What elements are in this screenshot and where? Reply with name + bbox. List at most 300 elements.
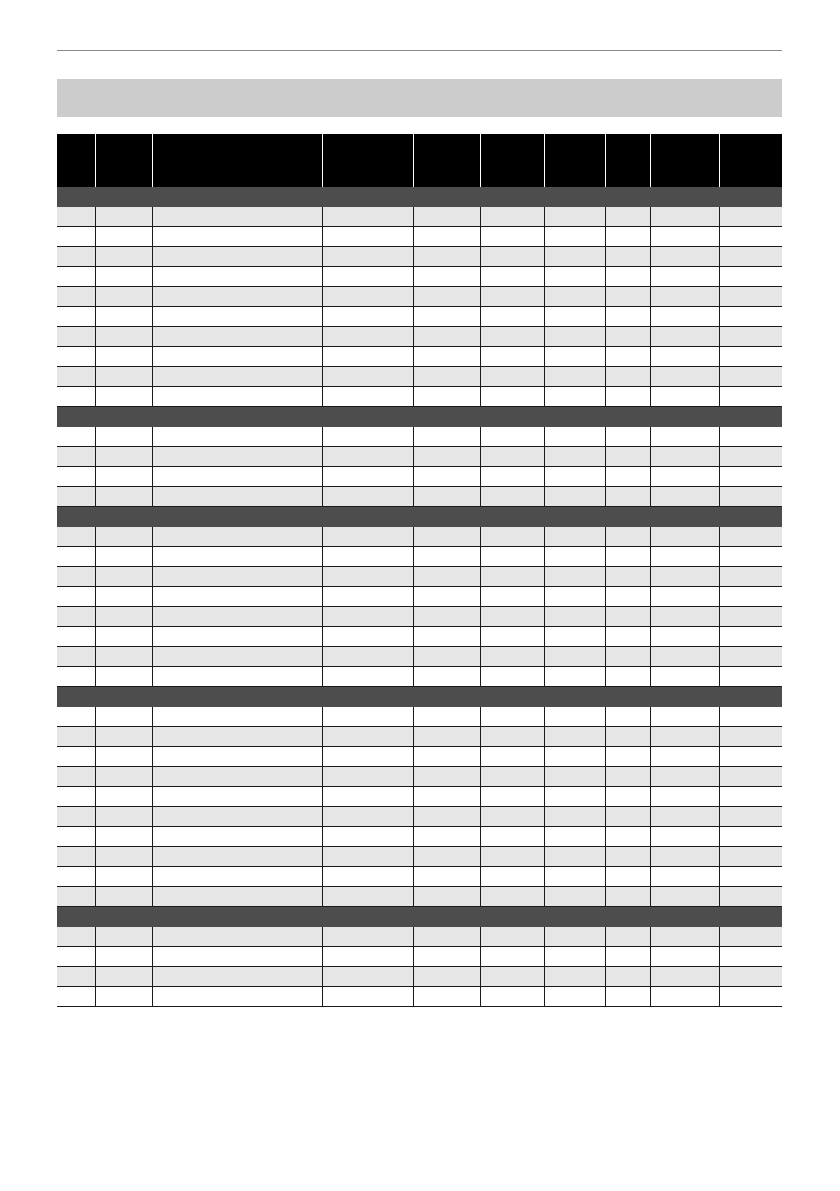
table-cell xyxy=(323,347,414,366)
table-row xyxy=(57,647,782,667)
table-cell xyxy=(606,267,651,286)
table-cell xyxy=(545,987,606,1006)
table-cell xyxy=(545,247,606,266)
table-cell xyxy=(720,527,782,546)
table-cell xyxy=(651,567,720,586)
table-cell xyxy=(153,287,323,306)
table-cell xyxy=(323,607,414,626)
column-header xyxy=(545,134,606,187)
table-cell xyxy=(153,727,323,746)
table-cell xyxy=(323,307,414,326)
table-cell xyxy=(606,727,651,746)
table-row xyxy=(57,567,782,587)
table-cell xyxy=(323,887,414,906)
table-cell xyxy=(57,947,96,966)
table-cell xyxy=(545,267,606,286)
table-cell xyxy=(481,227,545,246)
table-cell xyxy=(414,347,481,366)
table-cell xyxy=(545,467,606,486)
table-cell xyxy=(57,427,96,446)
table-cell xyxy=(57,587,96,606)
table-cell xyxy=(720,387,782,406)
table-cell xyxy=(323,467,414,486)
table-cell xyxy=(720,987,782,1006)
table-cell xyxy=(323,787,414,806)
table-cell xyxy=(545,607,606,626)
table-cell xyxy=(545,527,606,546)
table-cell xyxy=(545,367,606,386)
table-cell xyxy=(720,727,782,746)
table-cell xyxy=(545,327,606,346)
table-cell xyxy=(606,887,651,906)
table-cell xyxy=(606,967,651,986)
table-cell xyxy=(57,447,96,466)
table-cell xyxy=(153,827,323,846)
table-cell xyxy=(96,327,153,346)
table-cell xyxy=(481,547,545,566)
table-cell xyxy=(481,207,545,226)
table-cell xyxy=(606,327,651,346)
table-cell xyxy=(720,267,782,286)
table-cell xyxy=(606,227,651,246)
table-cell xyxy=(323,547,414,566)
table-cell xyxy=(153,567,323,586)
table-cell xyxy=(414,587,481,606)
table-row xyxy=(57,927,782,947)
table-cell xyxy=(57,367,96,386)
table-cell xyxy=(651,547,720,566)
table-cell xyxy=(414,947,481,966)
table-cell xyxy=(414,927,481,946)
table-cell xyxy=(414,827,481,846)
table-cell xyxy=(545,767,606,786)
table-cell xyxy=(545,967,606,986)
table-cell xyxy=(651,367,720,386)
table-cell xyxy=(323,827,414,846)
table-cell xyxy=(545,587,606,606)
table-cell xyxy=(720,707,782,726)
table-cell xyxy=(720,567,782,586)
table-cell xyxy=(414,787,481,806)
table-cell xyxy=(651,927,720,946)
table-cell xyxy=(323,427,414,446)
table-cell xyxy=(651,247,720,266)
table-cell xyxy=(153,427,323,446)
table-header xyxy=(57,134,782,187)
table-cell xyxy=(481,467,545,486)
table-cell xyxy=(323,367,414,386)
table-cell xyxy=(96,867,153,886)
table-cell xyxy=(414,247,481,266)
table-cell xyxy=(57,227,96,246)
table-cell xyxy=(720,347,782,366)
table-row xyxy=(57,427,782,447)
table-cell xyxy=(481,827,545,846)
table-cell xyxy=(606,247,651,266)
table-cell xyxy=(96,287,153,306)
table-cell xyxy=(153,747,323,766)
table-cell xyxy=(414,367,481,386)
table-cell xyxy=(57,627,96,646)
table-cell xyxy=(481,447,545,466)
table-cell xyxy=(153,947,323,966)
table-cell xyxy=(414,767,481,786)
table-cell xyxy=(57,847,96,866)
table-cell xyxy=(323,927,414,946)
table-row xyxy=(57,387,782,407)
table-cell xyxy=(153,307,323,326)
table-cell xyxy=(651,427,720,446)
table-cell xyxy=(606,707,651,726)
table-cell xyxy=(323,327,414,346)
table-cell xyxy=(96,667,153,686)
table-cell xyxy=(153,447,323,466)
table-cell xyxy=(720,367,782,386)
table-cell xyxy=(720,627,782,646)
table-cell xyxy=(481,347,545,366)
table-cell xyxy=(545,427,606,446)
table-cell xyxy=(545,547,606,566)
table-row xyxy=(57,827,782,847)
table-cell xyxy=(153,527,323,546)
table-cell xyxy=(414,807,481,826)
table-row xyxy=(57,367,782,387)
table-cell xyxy=(57,967,96,986)
table-cell xyxy=(414,527,481,546)
table-cell xyxy=(323,207,414,226)
table-cell xyxy=(57,267,96,286)
table-cell xyxy=(96,347,153,366)
table-cell xyxy=(153,667,323,686)
table-cell xyxy=(606,287,651,306)
table-cell xyxy=(720,887,782,906)
table-cell xyxy=(606,627,651,646)
table-cell xyxy=(323,967,414,986)
table-cell xyxy=(606,527,651,546)
table-row xyxy=(57,767,782,787)
table-cell xyxy=(96,307,153,326)
table-row xyxy=(57,667,782,687)
table-cell xyxy=(651,287,720,306)
table-cell xyxy=(651,327,720,346)
table-cell xyxy=(606,567,651,586)
table-cell xyxy=(481,927,545,946)
table-cell xyxy=(606,587,651,606)
table-cell xyxy=(57,867,96,886)
table-cell xyxy=(651,227,720,246)
table-cell xyxy=(720,787,782,806)
table-cell xyxy=(57,287,96,306)
table-cell xyxy=(545,447,606,466)
table-cell xyxy=(96,567,153,586)
table-cell xyxy=(57,927,96,946)
table-cell xyxy=(96,247,153,266)
table-cell xyxy=(414,707,481,726)
table-row xyxy=(57,447,782,467)
table-cell xyxy=(414,647,481,666)
table-cell xyxy=(414,847,481,866)
table-cell xyxy=(720,487,782,506)
table-cell xyxy=(606,307,651,326)
table-cell xyxy=(720,647,782,666)
table-row xyxy=(57,787,782,807)
table-row xyxy=(57,467,782,487)
table-cell xyxy=(57,607,96,626)
table-cell xyxy=(414,307,481,326)
table-cell xyxy=(606,927,651,946)
table-cell xyxy=(545,927,606,946)
table-cell xyxy=(414,207,481,226)
table-cell xyxy=(57,647,96,666)
table-cell xyxy=(96,387,153,406)
table-cell xyxy=(606,847,651,866)
table-cell xyxy=(153,867,323,886)
table-cell xyxy=(545,647,606,666)
table-cell xyxy=(606,427,651,446)
table-cell xyxy=(153,547,323,566)
table-cell xyxy=(153,467,323,486)
table-cell xyxy=(545,567,606,586)
table-cell xyxy=(606,487,651,506)
table-cell xyxy=(323,587,414,606)
table-cell xyxy=(481,427,545,446)
column-header xyxy=(481,134,545,187)
table-cell xyxy=(545,867,606,886)
table-cell xyxy=(651,767,720,786)
table-cell xyxy=(720,807,782,826)
table-cell xyxy=(545,807,606,826)
table-cell xyxy=(651,947,720,966)
table-cell xyxy=(720,967,782,986)
table-cell xyxy=(720,227,782,246)
table-cell xyxy=(323,667,414,686)
table-cell xyxy=(481,327,545,346)
table-cell xyxy=(651,527,720,546)
table-cell xyxy=(57,987,96,1006)
table-cell xyxy=(96,827,153,846)
table-cell xyxy=(57,487,96,506)
table-row xyxy=(57,967,782,987)
table-cell xyxy=(96,807,153,826)
table-cell xyxy=(323,387,414,406)
table-cell xyxy=(606,367,651,386)
data-table xyxy=(57,134,782,1007)
table-row xyxy=(57,227,782,247)
table-row xyxy=(57,327,782,347)
table-cell xyxy=(606,347,651,366)
table-cell xyxy=(606,447,651,466)
table-cell xyxy=(153,247,323,266)
table-row xyxy=(57,887,782,907)
table-cell xyxy=(651,807,720,826)
table-cell xyxy=(57,747,96,766)
table-cell xyxy=(96,767,153,786)
table-cell xyxy=(96,487,153,506)
table-cell xyxy=(545,667,606,686)
table-cell xyxy=(481,887,545,906)
column-header xyxy=(651,134,720,187)
table-cell xyxy=(545,947,606,966)
table-cell xyxy=(651,307,720,326)
table-cell xyxy=(414,747,481,766)
table-cell xyxy=(57,387,96,406)
table-cell xyxy=(153,647,323,666)
table-cell xyxy=(414,327,481,346)
table-cell xyxy=(153,487,323,506)
table-cell xyxy=(481,847,545,866)
table-cell xyxy=(651,787,720,806)
table-cell xyxy=(57,307,96,326)
table-cell xyxy=(651,987,720,1006)
table-row xyxy=(57,307,782,327)
table-cell xyxy=(651,667,720,686)
table-cell xyxy=(651,887,720,906)
table-row xyxy=(57,747,782,767)
table-cell xyxy=(481,267,545,286)
table-cell xyxy=(606,867,651,886)
table-cell xyxy=(153,587,323,606)
group-header xyxy=(57,687,782,707)
table-cell xyxy=(720,427,782,446)
table-row xyxy=(57,947,782,967)
table-cell xyxy=(606,467,651,486)
table-cell xyxy=(606,547,651,566)
table-cell xyxy=(96,527,153,546)
table-cell xyxy=(481,587,545,606)
table-cell xyxy=(153,347,323,366)
table-cell xyxy=(57,327,96,346)
table-cell xyxy=(481,487,545,506)
table-cell xyxy=(96,587,153,606)
table-cell xyxy=(414,727,481,746)
table-cell xyxy=(57,787,96,806)
table-cell xyxy=(606,767,651,786)
table-cell xyxy=(414,887,481,906)
table-body xyxy=(57,187,782,1007)
table-cell xyxy=(720,307,782,326)
table-cell xyxy=(414,427,481,446)
table-cell xyxy=(651,347,720,366)
table-cell xyxy=(323,747,414,766)
table-cell xyxy=(323,267,414,286)
table-cell xyxy=(323,527,414,546)
table-cell xyxy=(651,747,720,766)
table-cell xyxy=(57,247,96,266)
table-cell xyxy=(720,607,782,626)
table-cell xyxy=(414,607,481,626)
table-cell xyxy=(323,807,414,826)
table-row xyxy=(57,527,782,547)
table-cell xyxy=(481,867,545,886)
table-cell xyxy=(96,547,153,566)
table-row xyxy=(57,347,782,367)
table-cell xyxy=(57,767,96,786)
table-cell xyxy=(96,947,153,966)
table-cell xyxy=(481,747,545,766)
table-cell xyxy=(545,487,606,506)
table-cell xyxy=(96,627,153,646)
table-cell xyxy=(414,567,481,586)
table-cell xyxy=(481,307,545,326)
table-cell xyxy=(57,727,96,746)
table-cell xyxy=(153,987,323,1006)
table-cell xyxy=(153,387,323,406)
table-cell xyxy=(545,707,606,726)
table-cell xyxy=(720,747,782,766)
table-cell xyxy=(414,667,481,686)
group-header xyxy=(57,407,782,427)
table-cell xyxy=(720,447,782,466)
table-cell xyxy=(414,627,481,646)
table-cell xyxy=(414,267,481,286)
table-cell xyxy=(720,247,782,266)
table-cell xyxy=(481,287,545,306)
table-cell xyxy=(153,327,323,346)
table-cell xyxy=(545,627,606,646)
table-cell xyxy=(153,267,323,286)
table-cell xyxy=(606,647,651,666)
table-cell xyxy=(57,547,96,566)
table-cell xyxy=(651,447,720,466)
table-cell xyxy=(720,667,782,686)
table-cell xyxy=(323,227,414,246)
table-cell xyxy=(651,467,720,486)
table-cell xyxy=(651,707,720,726)
table-cell xyxy=(57,887,96,906)
table-cell xyxy=(414,467,481,486)
table-cell xyxy=(96,707,153,726)
table-cell xyxy=(720,867,782,886)
table-cell xyxy=(481,967,545,986)
table-cell xyxy=(481,987,545,1006)
table-cell xyxy=(153,607,323,626)
table-cell xyxy=(720,287,782,306)
table-cell xyxy=(96,227,153,246)
table-cell xyxy=(545,227,606,246)
table-cell xyxy=(153,787,323,806)
table-cell xyxy=(96,987,153,1006)
table-cell xyxy=(481,387,545,406)
table-cell xyxy=(323,447,414,466)
table-cell xyxy=(414,227,481,246)
table-cell xyxy=(57,827,96,846)
table-cell xyxy=(481,567,545,586)
table-cell xyxy=(323,627,414,646)
table-cell xyxy=(720,547,782,566)
table-row xyxy=(57,707,782,727)
table-cell xyxy=(57,707,96,726)
table-cell xyxy=(414,387,481,406)
table-cell xyxy=(57,467,96,486)
table-cell xyxy=(481,647,545,666)
top-rule xyxy=(57,50,782,51)
table-cell xyxy=(545,287,606,306)
table-cell xyxy=(96,207,153,226)
table-cell xyxy=(545,887,606,906)
table-cell xyxy=(545,747,606,766)
table-cell xyxy=(414,287,481,306)
group-header xyxy=(57,507,782,527)
title-band xyxy=(57,79,782,117)
table-cell xyxy=(720,947,782,966)
table-cell xyxy=(545,347,606,366)
table-cell xyxy=(481,667,545,686)
table-cell xyxy=(481,947,545,966)
table-cell xyxy=(323,247,414,266)
table-cell xyxy=(323,727,414,746)
table-cell xyxy=(153,887,323,906)
table-cell xyxy=(651,627,720,646)
